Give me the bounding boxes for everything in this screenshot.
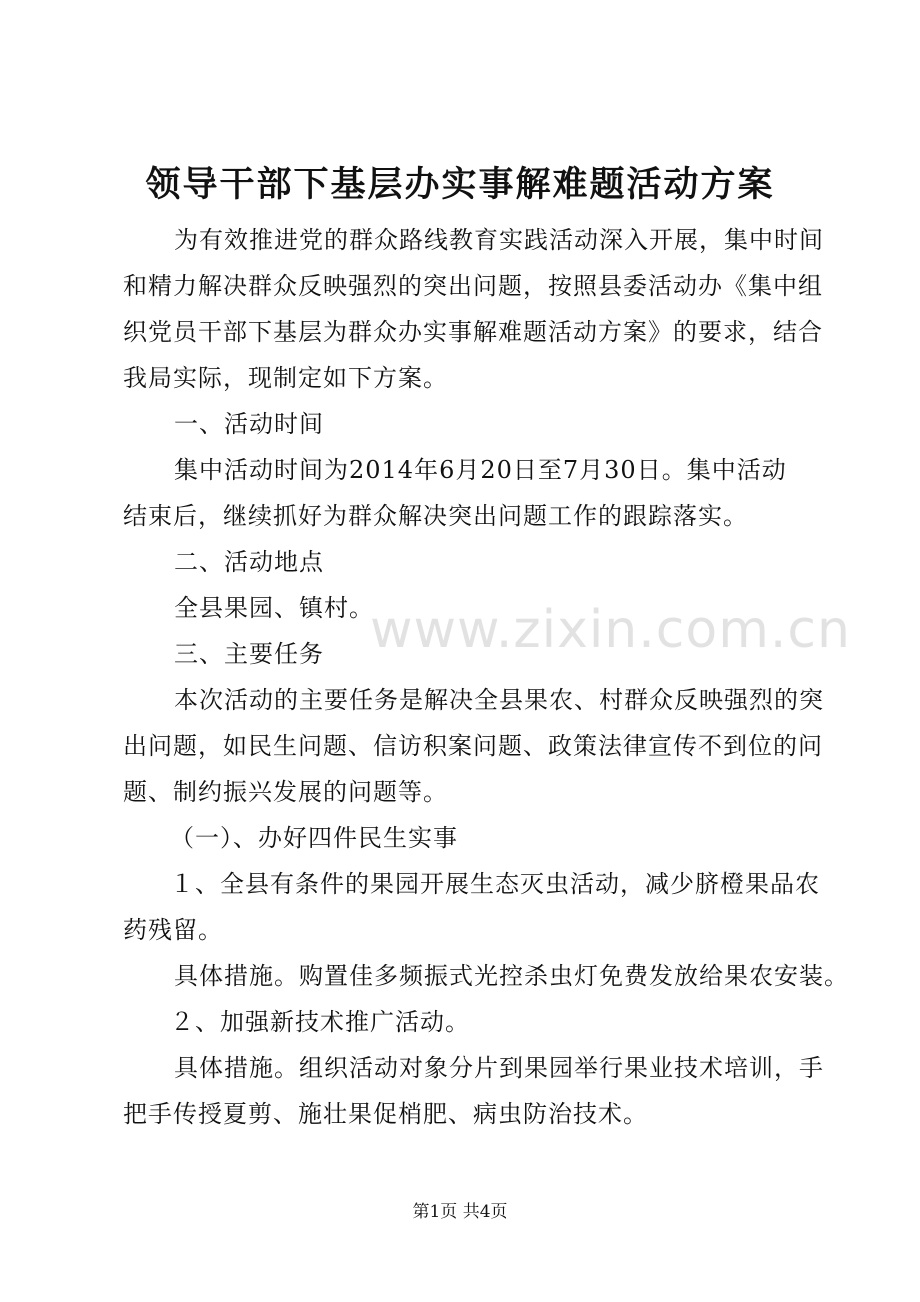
paragraph-line: 集中活动时间为2014年6月20日至7月30日。集中活动 <box>174 456 787 484</box>
paragraph-line: 全县果园、镇村。 <box>174 594 374 622</box>
paragraph-line: 具体措施。购置佳多频振式光控杀虫灯免费发放给果农安装。 <box>174 962 849 990</box>
paragraph-line: １、全县有条件的果园开展生态灭虫活动，减少脐橙果品农 <box>170 870 820 898</box>
paragraph-line: 织党员干部下基层为群众办实事解难题活动方案》的要求，结合 <box>123 318 823 346</box>
section-heading: 二、活动地点 <box>174 548 324 576</box>
watermark: www.zixin.com.cn <box>370 600 851 660</box>
paragraph-line: ２、加强新技术推广活动。 <box>170 1008 470 1036</box>
paragraph-line: 和精力解决群众反映强烈的突出问题，按照县委活动办《集中组 <box>123 272 823 300</box>
paragraph-line: 具体措施。组织活动对象分片到果园举行果业技术培训，手 <box>174 1054 824 1082</box>
subsection-heading: （一）、办好四件民生实事 <box>170 824 458 852</box>
paragraph-line: 把手传授夏剪、施壮果促梢肥、病虫防治技术。 <box>123 1100 648 1128</box>
paragraph-line: 本次活动的主要任务是解决全县果农、村群众反映强烈的突 <box>174 686 824 714</box>
paragraph-line: 为有效推进党的群众路线教育实践活动深入开展，集中时间 <box>174 226 824 254</box>
paragraph-line: 我局实际，现制定如下方案。 <box>123 364 448 392</box>
section-heading: 一、活动时间 <box>174 410 324 438</box>
document-title: 领导干部下基层办实事解难题活动方案 <box>145 164 775 205</box>
page-footer: 第1页 共4页 <box>412 1202 508 1222</box>
paragraph-line: 出问题，如民生问题、信访积案问题、政策法律宣传不到位的问 <box>123 732 823 760</box>
paragraph-line: 题、制约振兴发展的问题等。 <box>123 778 448 806</box>
paragraph-line: 结束后，继续抓好为群众解决突出问题工作的跟踪落实。 <box>123 502 748 530</box>
paragraph-line: 药残留。 <box>123 916 223 944</box>
section-heading: 三、主要任务 <box>174 640 324 668</box>
